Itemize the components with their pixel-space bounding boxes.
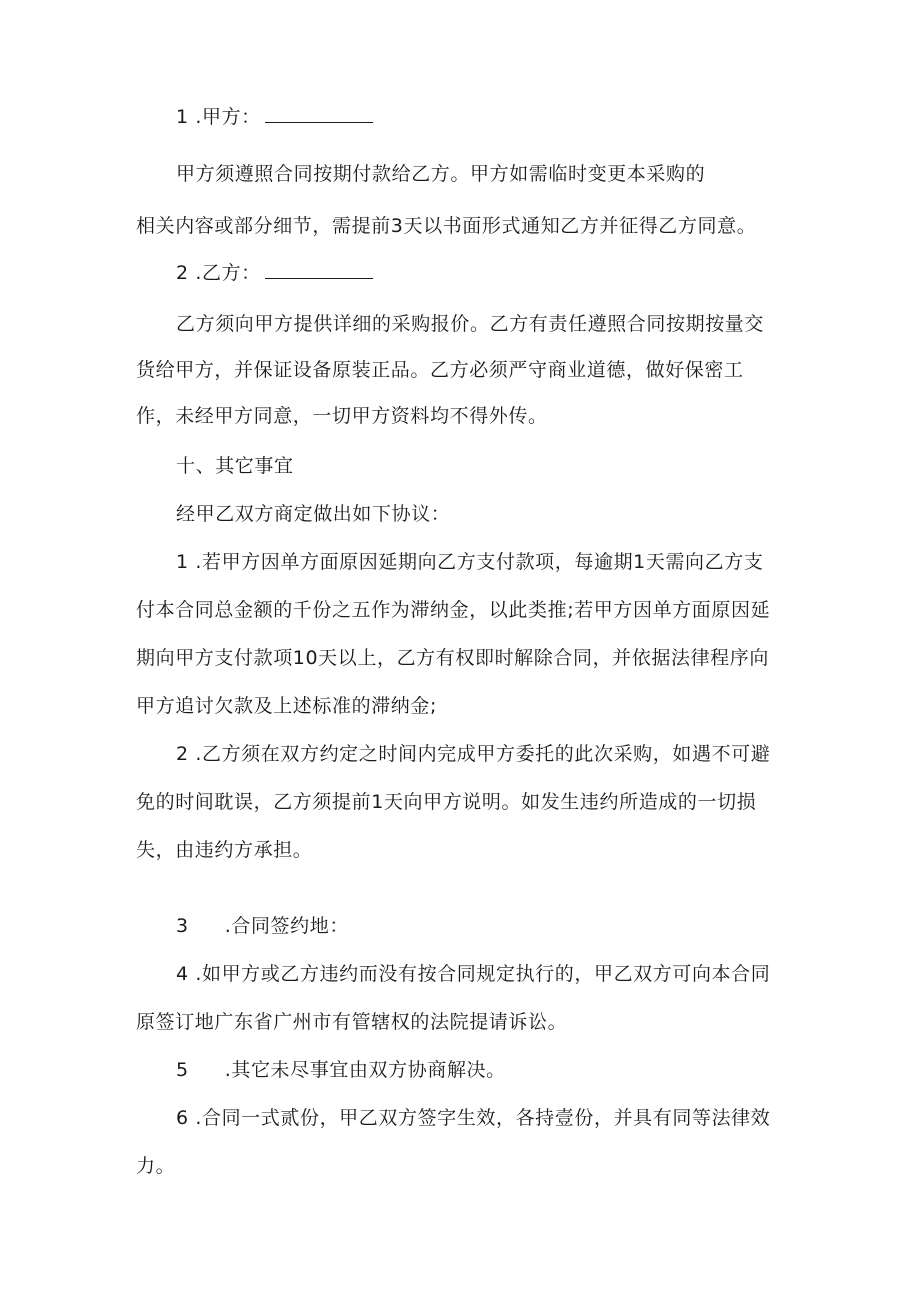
party-b-line-2: 货给甲方，并保证设备原装正品。乙方必须严守商业道德，做好保密工 — [136, 359, 744, 381]
item-1-line-3: 期向甲方支付款项10天以上，乙方有权即时解除合同，并依据法律程序向 — [136, 647, 769, 669]
party-a-label: 1 .甲方： — [176, 106, 261, 128]
party-b-heading — [176, 260, 373, 285]
item-2-line-3: 失，由违约方承担。 — [136, 839, 313, 861]
party-a-blank-field[interactable] — [265, 104, 373, 123]
party-a-heading — [176, 104, 373, 129]
section-ten-intro: 经甲乙双方商定做出如下协议： — [176, 503, 451, 525]
item-6-line-2: 力。 — [136, 1155, 176, 1177]
item-4-line-2: 原签订地广东省广州市有管辖权的法院提请诉讼。 — [136, 1011, 568, 1033]
item-1-line-1: 1 .若甲方因单方面原因延期向乙方支付款项，每逾期1天需向乙方支 — [176, 551, 764, 573]
item-3-text: .合同签约地： — [224, 915, 349, 937]
item-1-line-2: 付本合同总金额的千份之五作为滞纳金，以此类推;若甲方因单方面原因延 — [136, 599, 771, 621]
item-3 — [176, 914, 349, 938]
item-5 — [176, 1058, 506, 1082]
party-b-blank-field[interactable] — [265, 260, 373, 279]
item-5-number: 5 — [176, 1059, 189, 1081]
party-b-line-3: 作，未经甲方同意，一切甲方资料均不得外传。 — [136, 405, 548, 427]
item-6-line-1: 6 .合同一式贰份，甲乙双方签字生效，各持壹份，并具有同等法律效 — [176, 1107, 771, 1129]
item-3-number: 3 — [176, 915, 189, 937]
item-2-line-1: 2 .乙方须在双方约定之时间内完成甲方委托的此次采购，如遇不可避 — [176, 743, 771, 765]
party-a-line-1: 甲方须遵照合同按期付款给乙方。甲方如需临时变更本采购的 — [176, 163, 706, 185]
party-b-label: 2 .乙方： — [176, 262, 261, 284]
item-1-line-4: 甲方追讨欠款及上述标准的滞纳金; — [136, 695, 438, 717]
party-a-line-2: 相关内容或部分细节，需提前3天以书面形式通知乙方并征得乙方同意。 — [136, 215, 757, 237]
item-2-line-2: 免的时间耽误，乙方须提前1天向甲方说明。如发生违约所造成的一切损 — [136, 791, 757, 813]
item-5-text: .其它未尽事宜由双方协商解决。 — [224, 1059, 506, 1081]
section-ten-title: 十、其它事宜 — [176, 455, 294, 477]
item-4-line-1: 4 .如甲方或乙方违约而没有按合同规定执行的，甲乙双方可向本合同 — [176, 963, 771, 985]
party-b-line-1: 乙方须向甲方提供详细的采购报价。乙方有责任遵照合同按期按量交 — [176, 313, 765, 335]
